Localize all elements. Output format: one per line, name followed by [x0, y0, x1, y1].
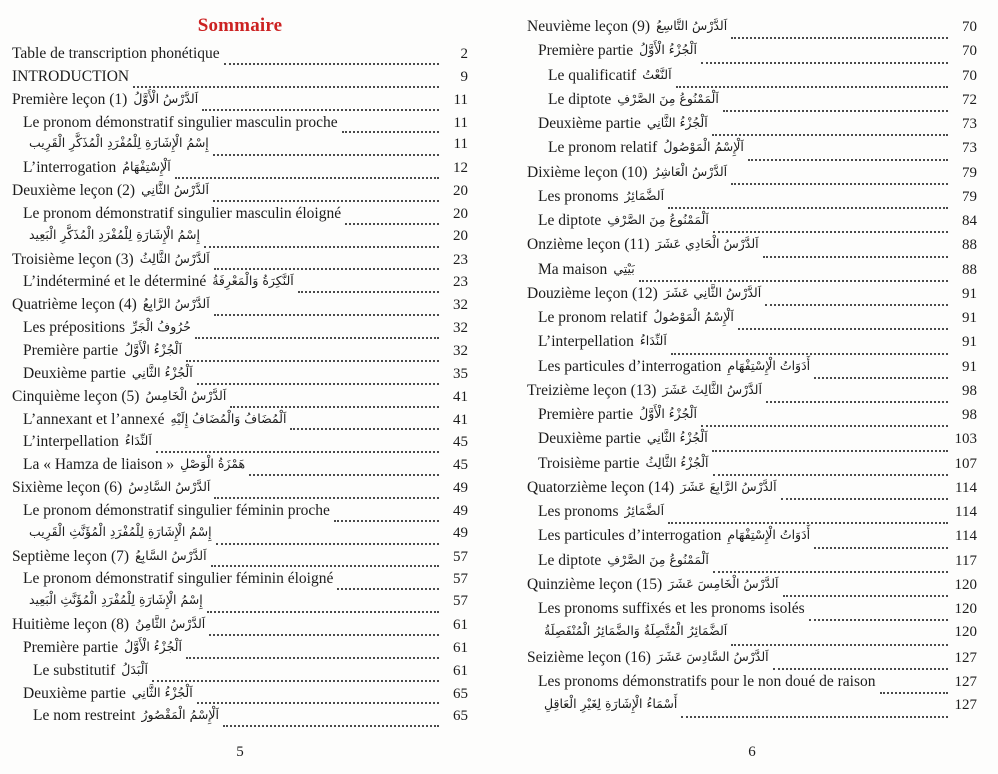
toc-entry-page: 35 [453, 365, 468, 382]
toc-entry-page: 49 [453, 524, 468, 541]
toc-entry-page: 127 [954, 649, 977, 666]
toc-entry [12, 69, 468, 92]
dot-leader [713, 571, 948, 573]
toc-entry-arabic: اَلْإِسْمُ الْمَقْصُورُ [141, 707, 219, 723]
toc-entry-label: Première partie [538, 406, 634, 423]
dot-leader [204, 246, 439, 248]
toc-entry-label: L’annexant et l’annexé [23, 410, 165, 428]
toc-entry-page: 114 [955, 528, 977, 545]
toc-entry-label: Quatorzième leçon (14) [527, 478, 675, 496]
toc-entry-arabic: إِسْمُ الْإِشَارَةِ لِلْمُفْرَدِ الْمُؤَنَّثِ الْقَرِيب [29, 523, 212, 539]
toc-entry-page: 91 [962, 285, 977, 302]
dot-leader [345, 223, 439, 225]
toc-entry-page: 20 [453, 227, 468, 244]
dot-leader [213, 154, 439, 156]
toc-entry-label: Deuxième partie [23, 684, 126, 702]
toc-entry-page: 20 [453, 205, 468, 222]
toc-entry-page: 117 [955, 552, 977, 569]
toc-entry-page: 49 [453, 480, 468, 497]
dot-leader [186, 657, 439, 659]
toc-entry-page: 70 [962, 67, 977, 84]
dot-leader [731, 37, 948, 39]
toc-entry-page: 57 [453, 593, 468, 610]
toc-entry-label: Deuxième partie [538, 115, 641, 132]
toc-entry [12, 412, 468, 435]
toc-entry-page: 11 [453, 114, 468, 131]
toc-entry-arabic: اَلْجُزْءُ الْأَوَّلُ [124, 341, 182, 357]
toc-entry-page: 120 [954, 576, 977, 593]
dot-leader [701, 425, 948, 427]
dot-leader [209, 634, 439, 636]
dot-leader [216, 543, 439, 545]
toc-entry [527, 625, 977, 649]
toc-entry [12, 252, 468, 275]
toc-entry-page: 72 [962, 91, 977, 108]
toc-entry [527, 310, 977, 334]
toc-entry-page: 98 [962, 407, 977, 423]
dot-leader [207, 611, 439, 613]
dot-leader [713, 231, 948, 233]
toc-entry [12, 708, 468, 731]
dot-leader [186, 360, 439, 362]
toc-entry [527, 286, 977, 310]
toc-entry-label: Première partie [538, 42, 634, 60]
toc-entry-page: 45 [453, 434, 468, 451]
toc-entry-page: 41 [453, 411, 468, 428]
toc-entry [12, 686, 468, 709]
toc-entry-arabic: اَلدَّرْسُ الْعَاشِرُ [653, 163, 728, 179]
dot-leader [249, 474, 439, 476]
toc-entry [12, 115, 468, 138]
page-number-right: 6 [748, 744, 756, 760]
dot-leader [701, 62, 948, 64]
toc-entry-arabic: اَلدَّرْسُ الرَّابِعَ عَشَرَ [680, 478, 777, 494]
toc-entry-page: 45 [453, 457, 468, 474]
toc-entry-arabic: اَلْمَمْنُوعُ مِنَ الصَّرْفِ [607, 212, 709, 227]
toc-entry-arabic: اَلنَّعْتُ [642, 66, 672, 82]
toc-entry [527, 165, 977, 189]
toc-entry-label: Les particules d’interrogation [538, 357, 722, 375]
toc-entry-page: 23 [453, 274, 468, 291]
dot-leader [211, 565, 439, 567]
toc-entry-arabic: اَلْجُزْءُ الثَّانِي [646, 115, 708, 130]
dot-leader [197, 702, 439, 704]
toc-entry-label: L’interpellation [23, 433, 119, 451]
toc-entry-arabic: اَلْجُزْءُ الثَّانِي [131, 364, 193, 380]
dot-leader [671, 353, 948, 355]
toc-entry [12, 274, 468, 297]
toc-entry-label: Cinquième leçon (5) [12, 387, 140, 405]
toc-entry [12, 594, 468, 617]
toc-entry-page: 91 [962, 358, 977, 375]
toc-entry-arabic: اَلدَّرْسُ الْأَوَّلُ [133, 90, 199, 106]
toc-entry-page: 73 [962, 140, 977, 157]
toc-entry [527, 116, 977, 140]
dot-leader [224, 63, 439, 65]
toc-entry-label: Table de transcription phonétique [12, 45, 220, 62]
dot-leader [175, 177, 439, 179]
dot-leader [197, 383, 439, 385]
toc-entry [527, 189, 977, 213]
toc-entry [527, 601, 977, 625]
dot-leader [133, 86, 439, 88]
toc-entry-page: 88 [962, 261, 977, 278]
toc-entry-arabic: اَلدَّرْسُ الرَّابِعُ [142, 296, 210, 312]
toc-entry-arabic: اَلْمَمْنُوعُ مِنَ الصَّرْفِ [617, 90, 719, 106]
toc-entry-label: Septième leçon (7) [12, 547, 130, 565]
toc-entry-page: 20 [453, 183, 468, 200]
toc-entry [527, 262, 977, 286]
toc-entry-label: Douzième leçon (12) [527, 284, 658, 302]
toc-entry-label: Le pronom démonstratif singulier féminin proche [23, 501, 330, 519]
toc-entry-arabic: إِسْمُ الْإِشَارَةِ لِلْمُفْرَدِ الْمُذَكَّرِ الْقَرِيب [29, 135, 209, 151]
toc-entry-label: Sixième leçon (6) [12, 479, 123, 497]
toc-entry-page: 84 [962, 213, 977, 229]
toc-entry [527, 237, 977, 261]
page-title: Sommaire [197, 15, 283, 36]
toc-entry-arabic: اَلْجُزْءُ الثَّانِي [646, 430, 708, 446]
toc-entry-label: Le nom restreint [33, 707, 136, 725]
toc-entry-label: L’interrogation [23, 159, 117, 177]
toc-entry [527, 334, 977, 358]
toc-entry-arabic: اَلنَّكِرَةُ وَالْمَعْرِفَةُ [212, 273, 294, 289]
dot-leader [814, 377, 948, 379]
toc-entry-page: 49 [453, 502, 468, 519]
toc-entry-page: 11 [453, 91, 468, 108]
dot-leader [676, 86, 948, 88]
dot-leader [783, 595, 948, 597]
toc-entry [12, 46, 468, 69]
toc-entry-page: 65 [453, 685, 468, 702]
toc-entry-label: Les pronoms [538, 503, 619, 520]
toc-entry [12, 320, 468, 343]
toc-entry [12, 549, 468, 572]
toc-entry-arabic: اَلدَّرْسُ الثَّامِنُ [135, 616, 206, 632]
dot-leader [765, 304, 948, 306]
dot-leader [668, 522, 948, 524]
toc-entry-label: Neuvième leçon (9) [527, 18, 651, 35]
toc-entry [12, 434, 468, 457]
toc-entry [527, 43, 977, 67]
toc-entry-arabic: اَلدَّرْسُ الْخَامِسَ عَشَرَ [668, 575, 779, 591]
dot-leader [781, 498, 948, 500]
dot-leader [731, 644, 948, 646]
toc-entry-page: 103 [954, 431, 977, 448]
toc-entry-label: Onzième leçon (11) [527, 236, 650, 254]
toc-entry [527, 553, 977, 577]
toc-entry-page: 61 [453, 662, 468, 679]
toc-entry [527, 431, 977, 455]
toc-entry-page: 120 [954, 601, 977, 617]
toc-entry [12, 137, 468, 160]
toc-entry-arabic: اَلضَّمَائِرُ [624, 503, 665, 518]
toc-entry-arabic: اَلْجُزْءُ الثَّالِثُ [645, 454, 709, 470]
dot-leader [156, 451, 439, 453]
dot-leader [773, 668, 948, 670]
dot-leader [214, 497, 439, 499]
toc-entry-label: Huitième leçon (8) [12, 616, 130, 634]
toc-entry-page: 73 [962, 116, 977, 132]
toc-entry-page: 41 [453, 388, 468, 405]
toc-entry [527, 68, 977, 92]
toc-entry [12, 503, 468, 526]
toc-entry-page: 2 [460, 46, 468, 62]
toc-entry [12, 183, 468, 206]
dot-leader [712, 134, 948, 136]
toc-entry [12, 457, 468, 480]
toc-entry-arabic: اَلدَّرْسُ السَّادِسُ [128, 479, 211, 495]
toc-entry [12, 343, 468, 366]
toc-list-right [527, 0, 977, 722]
toc-entry-label: Les particules d’interrogation [538, 527, 722, 545]
toc-entry [527, 504, 977, 528]
toc-entry-label: Le pronom démonstratif singulier masculin éloigné [23, 204, 342, 222]
dot-leader [152, 680, 439, 682]
toc-entry [12, 640, 468, 663]
toc-entry-label: Treizième leçon (13) [527, 381, 657, 399]
toc-entry-arabic: اَلْمُضَافُ وَالْمُضَافُ إِلَيْهِ [170, 410, 287, 426]
toc-entry-label: Le diptote [538, 212, 602, 229]
page-number-left: 5 [236, 744, 244, 760]
toc-entry-label: Les pronoms démonstratifs pour le non doué de raison [538, 672, 876, 690]
toc-entry-label: Le diptote [548, 90, 612, 108]
toc-entry-arabic: اَلدَّرْسُ الْحَادِي عَشَرَ [655, 236, 759, 252]
toc-entry-arabic: اَلدَّرْسُ الْخَامِسُ [145, 387, 227, 403]
toc-entry [12, 571, 468, 594]
toc-entry-page: 65 [453, 708, 468, 725]
toc-entry-page: 107 [954, 455, 977, 472]
toc-entry-label: Première leçon (1) [12, 90, 128, 108]
toc-entry [12, 480, 468, 503]
toc-entry-label: Les prépositions [23, 319, 126, 337]
toc-entry [12, 160, 468, 183]
toc-entry-page: 12 [453, 160, 468, 177]
dot-leader [298, 291, 439, 293]
toc-entry-label: La « Hamza de liaison » [23, 456, 175, 474]
toc-entry-label: Le diptote [538, 551, 602, 569]
toc-entry-label: Ma maison [538, 260, 608, 278]
toc-entry-arabic: اَلْإِسْمُ الْمَوْصُولُ [663, 139, 744, 155]
toc-entry-arabic: اَلدَّرْسُ الثَّالِثَ عَشَرَ [662, 381, 762, 397]
toc-entry [12, 297, 468, 320]
toc-entry-arabic: اَلْجُزْءُ الْأَوَّلُ [639, 42, 697, 58]
dot-leader [202, 109, 439, 111]
toc-entry [527, 674, 977, 698]
toc-entry-page: 120 [954, 624, 977, 641]
toc-entry-page: 11 [453, 136, 468, 153]
toc-entry-page: 32 [453, 342, 468, 359]
toc-entry-arabic: اَلْجُزْءُ الْأَوَّلُ [639, 406, 697, 421]
toc-entry [12, 389, 468, 412]
toc-entry [12, 92, 468, 115]
page-left [12, 0, 468, 774]
toc-entry-page: 70 [962, 19, 977, 35]
toc-entry-label: Première partie [23, 638, 119, 656]
toc-entry-arabic: حُرُوفُ الْجَرِّ [131, 319, 191, 335]
toc-entry-arabic: اَلنِّدَاءُ [124, 433, 152, 449]
toc-entry [12, 206, 468, 229]
toc-entry-label: Le substitutif [33, 661, 116, 679]
toc-entry-page: 79 [962, 188, 977, 205]
dot-leader [668, 207, 948, 209]
dot-leader [681, 716, 948, 718]
toc-entry-page: 32 [453, 297, 468, 314]
toc-entry-page: 88 [962, 237, 977, 254]
dot-leader [814, 547, 948, 549]
dot-leader [290, 428, 439, 430]
toc-entry-label: Deuxième partie [538, 430, 641, 448]
toc-entry-page: 57 [453, 548, 468, 565]
toc-entry-label: L’interpellation [538, 333, 634, 351]
toc-entry-page: 91 [962, 310, 977, 326]
toc-entry-arabic: أَدَوَاتُ الْإِسْتِفْهَامِ [727, 527, 811, 543]
toc-entry-arabic: إِسْمُ الْإِشَارَةِ لِلْمُفْرَدِ الْمُذَكَّرِ الْبَعِيد [29, 226, 200, 242]
toc-entry [12, 663, 468, 686]
toc-entry-arabic: اَلضَّمَائِرُ [624, 187, 665, 203]
toc-entry-page: 91 [962, 334, 977, 351]
toc-entry-label: Le pronom démonstratif singulier féminin éloigné [23, 570, 334, 588]
toc-entry-arabic: أَدَوَاتُ الْإِسْتِفْهَامِ [727, 357, 811, 373]
dot-leader [213, 200, 439, 202]
toc-entry-arabic: بَيْتِي [613, 260, 635, 276]
toc-entry-label: Le qualificatif [548, 66, 637, 84]
toc-entry-label: Les pronoms [538, 187, 619, 205]
toc-entry-arabic: اَلضَّمَائِرُ الْمُتَّصِلَةُ وَالضَّمَائِرُ الْمُنْفَصِلَةُ [544, 623, 728, 639]
toc-entry-page: 9 [460, 68, 468, 85]
toc-entry [527, 456, 977, 480]
dot-leader [337, 588, 439, 590]
toc-entry-arabic: اَلدَّرْسُ السَّادِسَ عَشَرَ [656, 648, 769, 664]
toc-entry-label: Deuxième partie [23, 364, 126, 382]
toc-entry [527, 528, 977, 552]
toc-entry [527, 698, 977, 722]
toc-entry [527, 140, 977, 164]
toc-entry [527, 480, 977, 504]
toc-entry-arabic: اَلدَّرْسُ التَّاسِعُ [656, 18, 728, 33]
toc-entry-arabic: اَلْجُزْءُ الثَّانِي [131, 684, 193, 700]
dot-leader [766, 401, 948, 403]
dot-leader [763, 256, 948, 258]
toc-entry [527, 407, 977, 431]
toc-entry [527, 19, 977, 43]
toc-entry-arabic: اَلدَّرْسُ الثَّانِي عَشَرَ [663, 284, 762, 300]
dot-leader [639, 280, 948, 282]
toc-entry-arabic: اَلْإِسْمُ الْمَوْصُولُ [653, 309, 734, 324]
toc-entry-page: 57 [453, 571, 468, 588]
toc-entry-page: 114 [955, 504, 977, 520]
toc-entry-label: Les pronoms suffixés et les pronoms isolés [538, 600, 805, 617]
toc-entry-arabic: اَلْإِسْتِفْهَامُ [122, 159, 171, 175]
dot-leader [230, 406, 439, 408]
dot-leader [809, 619, 948, 621]
toc-entry [527, 92, 977, 116]
toc-entry-page: 70 [962, 43, 977, 60]
toc-entry-label: Le pronom relatif [538, 309, 648, 326]
dot-leader [723, 110, 948, 112]
toc-entry-label: Le pronom démonstratif singulier masculin proche [23, 113, 338, 131]
toc-entry [527, 577, 977, 601]
dot-leader [712, 450, 948, 452]
dot-leader [334, 520, 439, 522]
toc-entry-label: Troisième partie [538, 454, 640, 472]
toc-entry-label: Deuxième leçon (2) [12, 182, 136, 200]
toc-entry-page: 127 [954, 697, 977, 713]
toc-entry-page: 61 [453, 639, 468, 656]
toc-entry-label: Dixième leçon (10) [527, 163, 648, 181]
toc-entry-arabic: اَلْجُزْءُ الْأَوَّلُ [124, 638, 182, 654]
toc-list-left [12, 46, 468, 731]
toc-entry [12, 523, 468, 549]
toc-entry [527, 650, 977, 674]
toc-entry-arabic: إِسْمُ الْإِشَارَةِ لِلْمُفْرَدِ الْمُؤَنَّثِ الْبَعِيد [29, 592, 203, 608]
dot-leader [713, 474, 948, 476]
dot-leader [195, 337, 439, 339]
toc-entry-arabic: اَلنِّدَاءُ [639, 333, 667, 349]
dot-leader [214, 268, 439, 270]
dot-leader [731, 183, 948, 185]
toc-entry-label: Quinzième leçon (15) [527, 575, 663, 593]
toc-entry-page: 127 [954, 673, 977, 690]
dot-leader [748, 159, 948, 161]
dot-leader [223, 725, 439, 727]
toc-entry-arabic: اَلدَّرْسُ الثَّالِثُ [139, 250, 210, 266]
toc-entry-page: 114 [955, 479, 977, 496]
toc-entry-page: 61 [453, 617, 468, 634]
toc-entry-arabic: اَلدَّرْسُ الثَّانِي [141, 182, 209, 198]
toc-entry-label: INTRODUCTION [12, 67, 130, 85]
toc-entry [12, 226, 468, 252]
toc-entry-label: Quatrième leçon (4) [12, 296, 137, 314]
dot-leader [214, 314, 439, 316]
toc-entry-arabic: اَلدَّرْسُ السَّابِعُ [135, 547, 207, 563]
toc-entry-arabic: هَمْزَةُ الْوَصْلِ [180, 456, 246, 472]
toc-entry-page: 98 [962, 382, 977, 399]
toc-entry-page: 79 [962, 164, 977, 181]
toc-entry [12, 617, 468, 640]
dot-leader [342, 131, 439, 133]
dot-leader [880, 692, 949, 694]
toc-entry-label: Troisième leçon (3) [12, 250, 134, 268]
toc-entry-label: Le pronom relatif [548, 139, 658, 157]
toc-entry-label: L’indéterminé et le déterminé [23, 273, 207, 291]
toc-entry-page: 32 [453, 320, 468, 337]
toc-entry-label: Première partie [23, 341, 119, 359]
dot-leader [738, 328, 948, 330]
toc-entry-label: Seizième leçon (16) [527, 648, 651, 666]
toc-entry-arabic: اَلْمَمْنُوعُ مِنَ الصَّرْفِ [607, 551, 709, 567]
toc-entry [12, 366, 468, 389]
toc-entry [527, 383, 977, 407]
toc-entry-arabic: أَسْمَاءُ الْإِشَارَةِ لِغَيْرِ الْعَاقِلِ [544, 696, 678, 711]
toc-entry [527, 213, 977, 237]
page-right [527, 0, 977, 774]
toc-entry [527, 359, 977, 383]
toc-entry-arabic: اَلْبَدَلُ [121, 661, 148, 677]
toc-entry-page: 23 [453, 251, 468, 268]
